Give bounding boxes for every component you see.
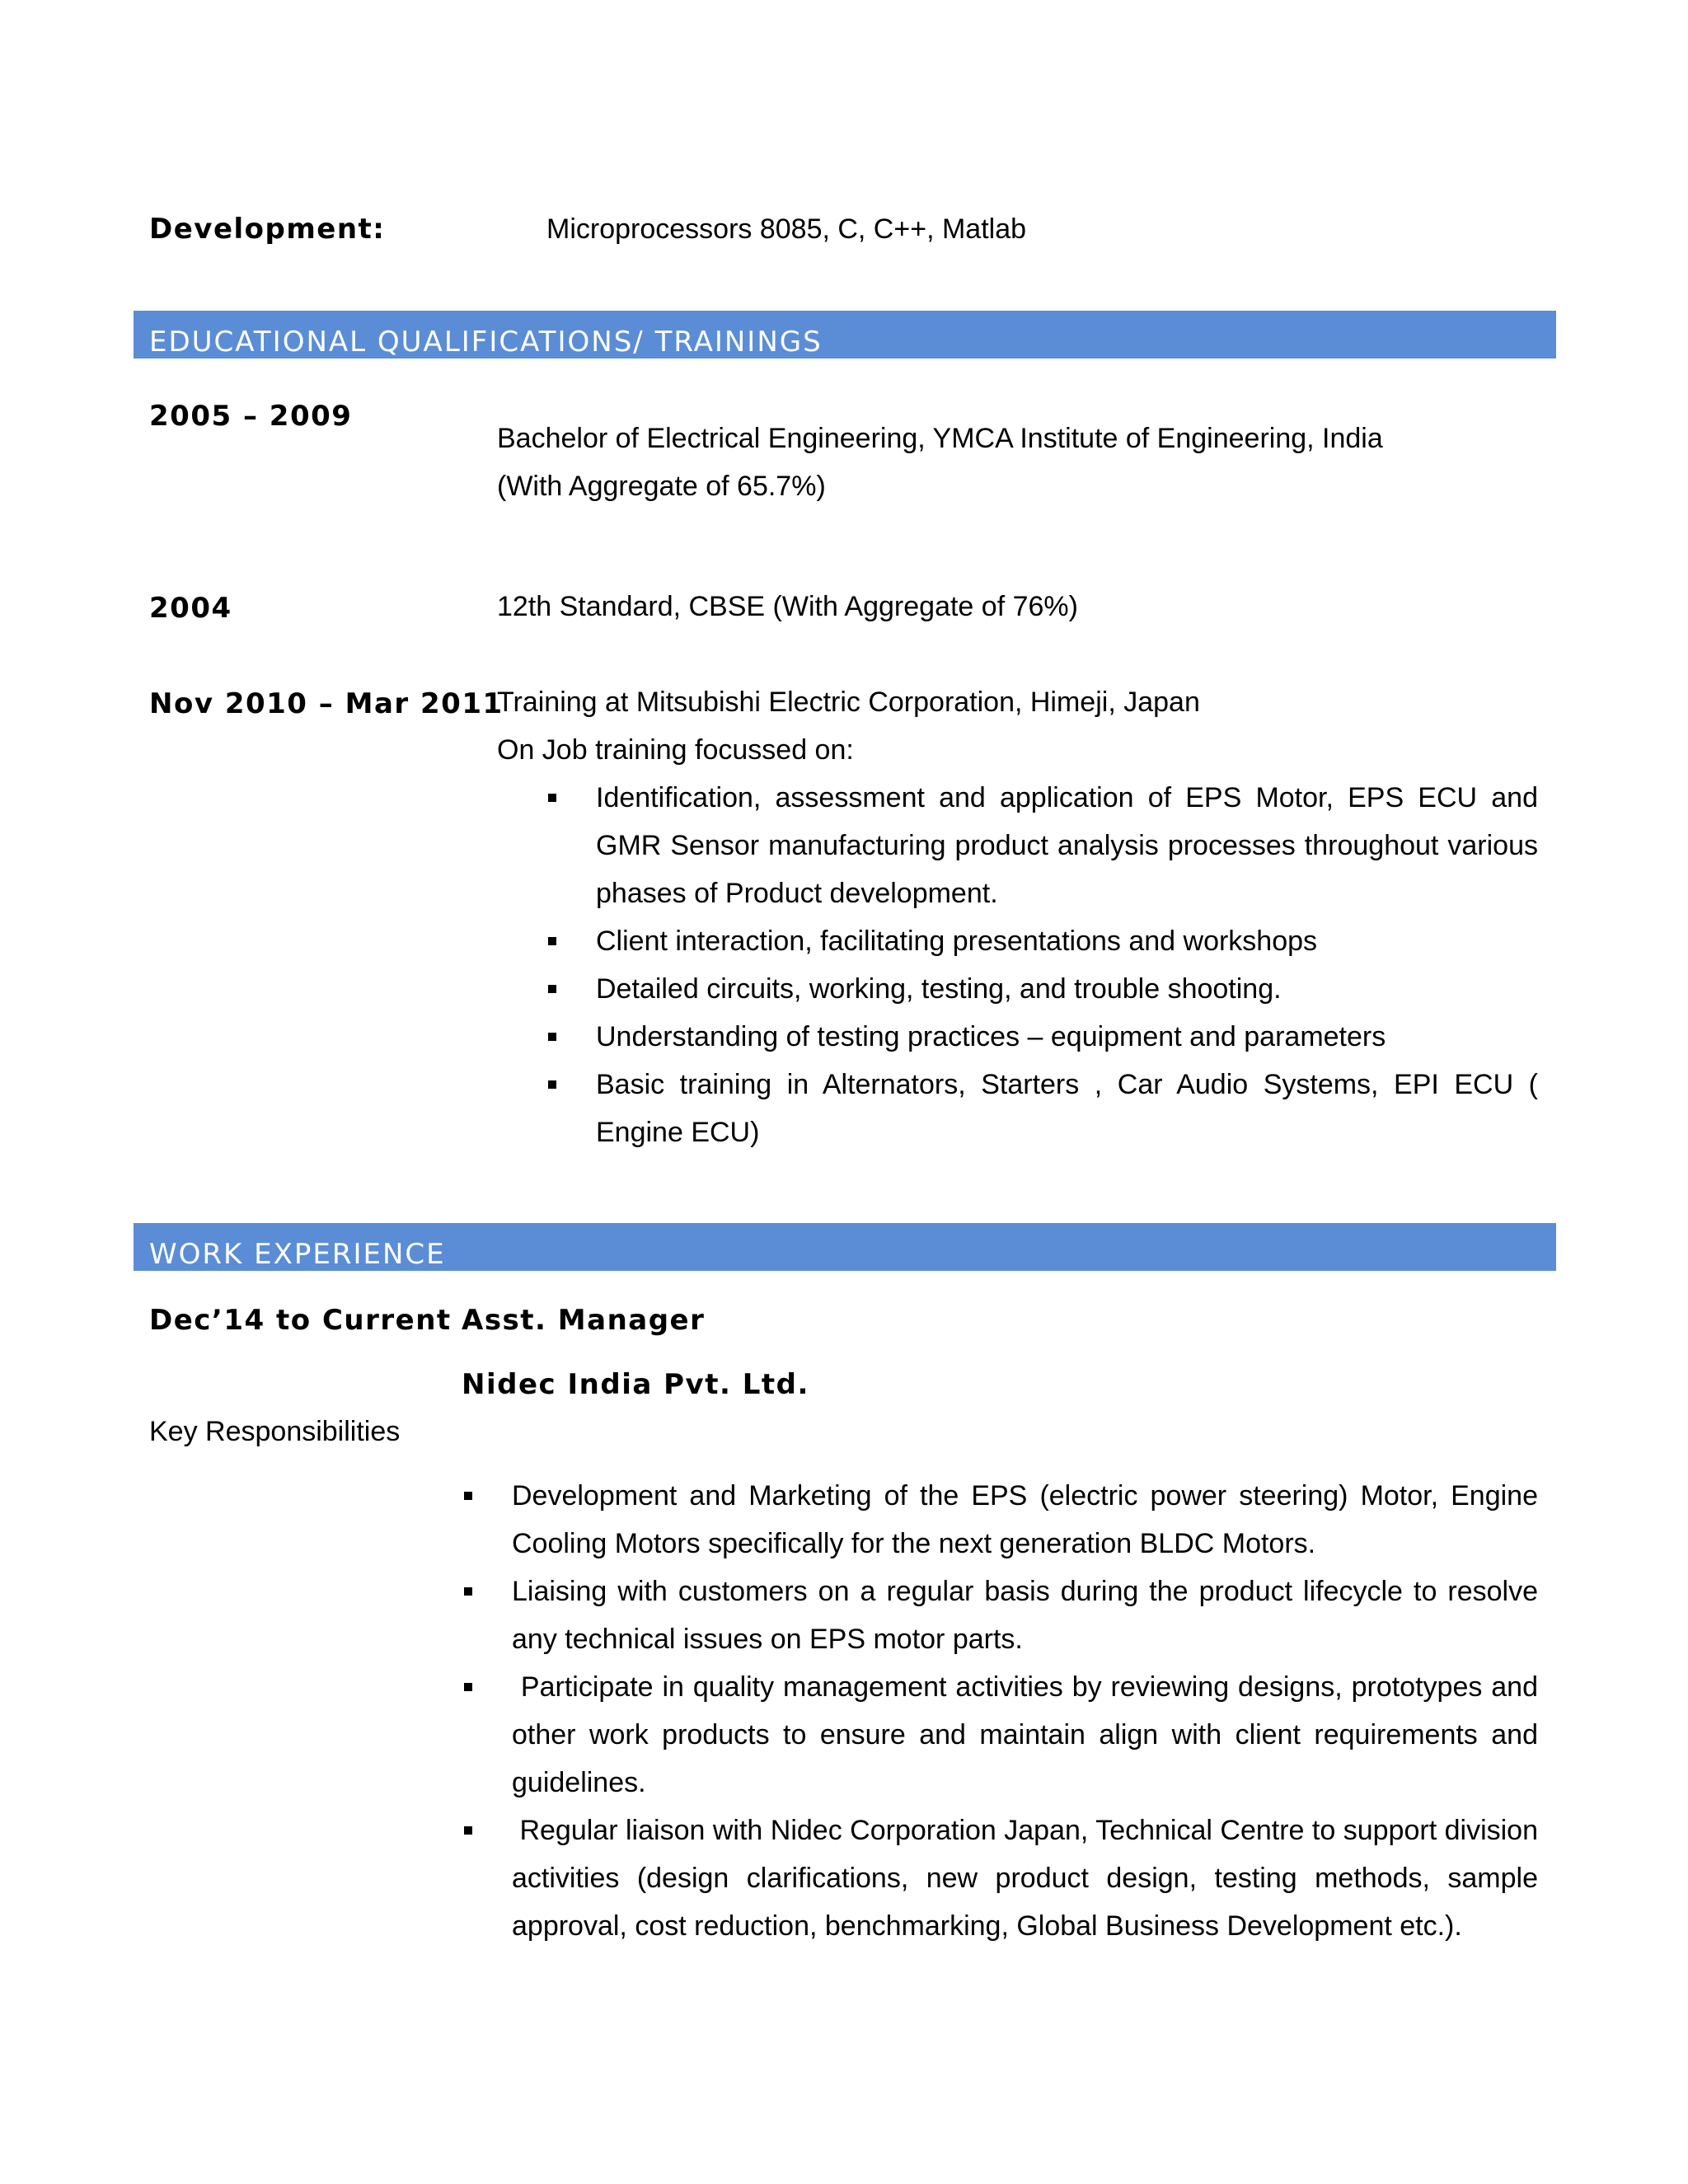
work-section-title: WORK EXPERIENCE [149, 1238, 446, 1271]
list-item: Detailed circuits, working, testing, and trouble shooting. [596, 965, 1538, 1013]
education-section-title: EDUCATIONAL QUALIFICATIONS/ TRAININGS [149, 326, 823, 359]
list-item: Identification, assessment and application of EPS Motor, EPS ECU and GMR Sensor manufacturing product analysis processes throughout various phases of Product development. [596, 774, 1538, 917]
bullet-icon [464, 1492, 472, 1500]
list-item: Regular liaison with Nidec Corporation Japan, Technical Centre to support division activities (design clarifications, new product design, testing methods, sample approval, cost reduction, benchmarking, Global Business Development etc.). [512, 1807, 1538, 1950]
training-title: Training at Mitsubishi Electric Corporation, Himeji, Japan [497, 687, 1200, 718]
list-item: Liaising with customers on a regular basis during the product lifecycle to resolve any technical issues on EPS motor parts. [512, 1568, 1538, 1663]
work-section-header [134, 1223, 1556, 1271]
training-period: Nov 2010 – Mar 2011 [149, 687, 504, 720]
education-period-1: 2005 – 2009 [149, 400, 353, 433]
development-value: Microprocessors 8085, C, C++, Matlab [546, 213, 1027, 245]
training-focus-intro: On Job training focussed on: [497, 734, 854, 766]
training-bullet-list [596, 774, 1538, 1156]
list-item: Client interaction, facilitating presentations and workshops [596, 917, 1538, 965]
education-section-header [134, 311, 1556, 359]
development-label: Development: [149, 213, 386, 246]
bullet-icon [548, 794, 556, 802]
bullet-icon [548, 985, 556, 993]
education-aggregate-1: (With Aggregate of 65.7%) [497, 471, 826, 502]
work-period: Dec’14 to Current [149, 1304, 452, 1337]
education-period-2: 2004 [149, 592, 232, 625]
list-item: Development and Marketing of the EPS (electric power steering) Motor, Engine Cooling Motors specifically for the next generation BLDC Motors. [512, 1472, 1538, 1568]
bullet-icon [464, 1683, 472, 1691]
education-degree-2: 12th Standard, CBSE (With Aggregate of 76%) [497, 591, 1078, 622]
bullet-icon [548, 1033, 556, 1041]
work-company: Nidec India Pvt. Ltd. [462, 1368, 809, 1401]
key-responsibilities-label: Key Responsibilities [149, 1416, 401, 1447]
bullet-icon [548, 1080, 556, 1089]
work-role: Asst. Manager [462, 1304, 706, 1337]
bullet-icon [548, 937, 556, 945]
bullet-icon [464, 1587, 472, 1596]
list-item: Basic training in Alternators, Starters , Car Audio Systems, EPI ECU ( Engine ECU) [596, 1061, 1538, 1156]
list-item: Participate in quality management activities by reviewing designs, prototypes and other work products to ensure and maintain align with client requirements and guidelines. [512, 1663, 1538, 1807]
work-bullet-list [512, 1472, 1538, 1950]
bullet-icon [464, 1826, 472, 1835]
education-degree-1: Bachelor of Electrical Engineering, YMCA Institute of Engineering, India [497, 423, 1383, 454]
list-item: Understanding of testing practices – equipment and parameters [596, 1013, 1538, 1061]
